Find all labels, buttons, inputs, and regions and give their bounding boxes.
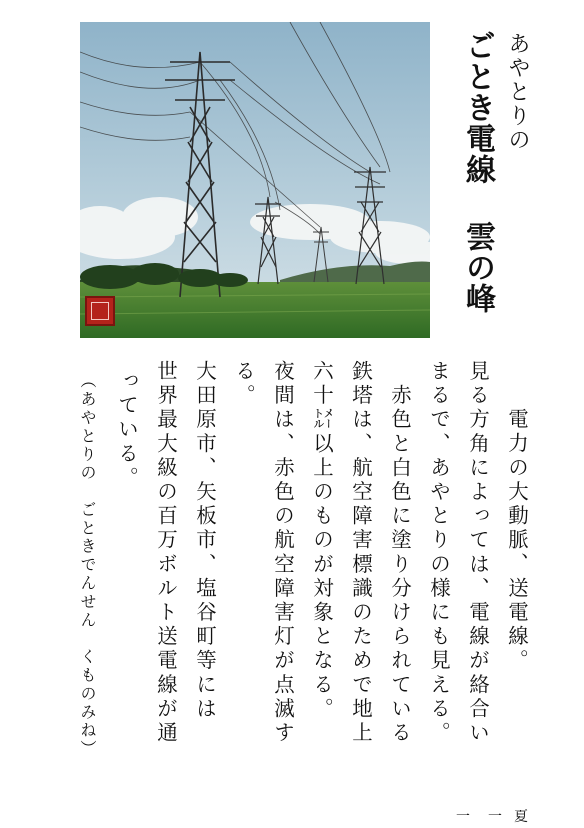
season-label: 夏 xyxy=(514,809,529,825)
title-line-1: あやとりの xyxy=(505,32,530,152)
pylon-photo xyxy=(80,22,430,338)
title-line-2: ごとき電線 雲の峰 xyxy=(460,30,495,314)
body-column: 鉄塔は、航空障害標識のためで地上 xyxy=(348,360,373,746)
body-column: 電力の大動脈、送電線。 xyxy=(504,384,529,674)
body-column: 大田原市、矢板市、塩谷町等には xyxy=(192,360,217,722)
body-column: まるで、あやとりの様にも見える。 xyxy=(426,360,451,746)
body-column: 六十㍍以上のものが対象となる。 xyxy=(309,360,334,722)
body-column: 赤色と白色に塗り分けられている xyxy=(387,360,412,746)
body-column: 見る方角によっては、電線が絡合い xyxy=(465,360,490,746)
body-column: 夜間は、赤色の航空障害灯が点滅す xyxy=(270,360,295,746)
body-column: 世界最大級の百万ボルト送電線が通 xyxy=(153,360,178,746)
body-column: っている。 xyxy=(114,370,139,491)
page-marker: 一 一 xyxy=(456,809,504,825)
pylon-landscape-image xyxy=(80,22,430,338)
reading-annotation: （あやとりの ごときでんせん くものみね） xyxy=(78,372,97,759)
red-seal-stamp-icon xyxy=(85,296,115,326)
body-column: る。 xyxy=(231,360,256,409)
